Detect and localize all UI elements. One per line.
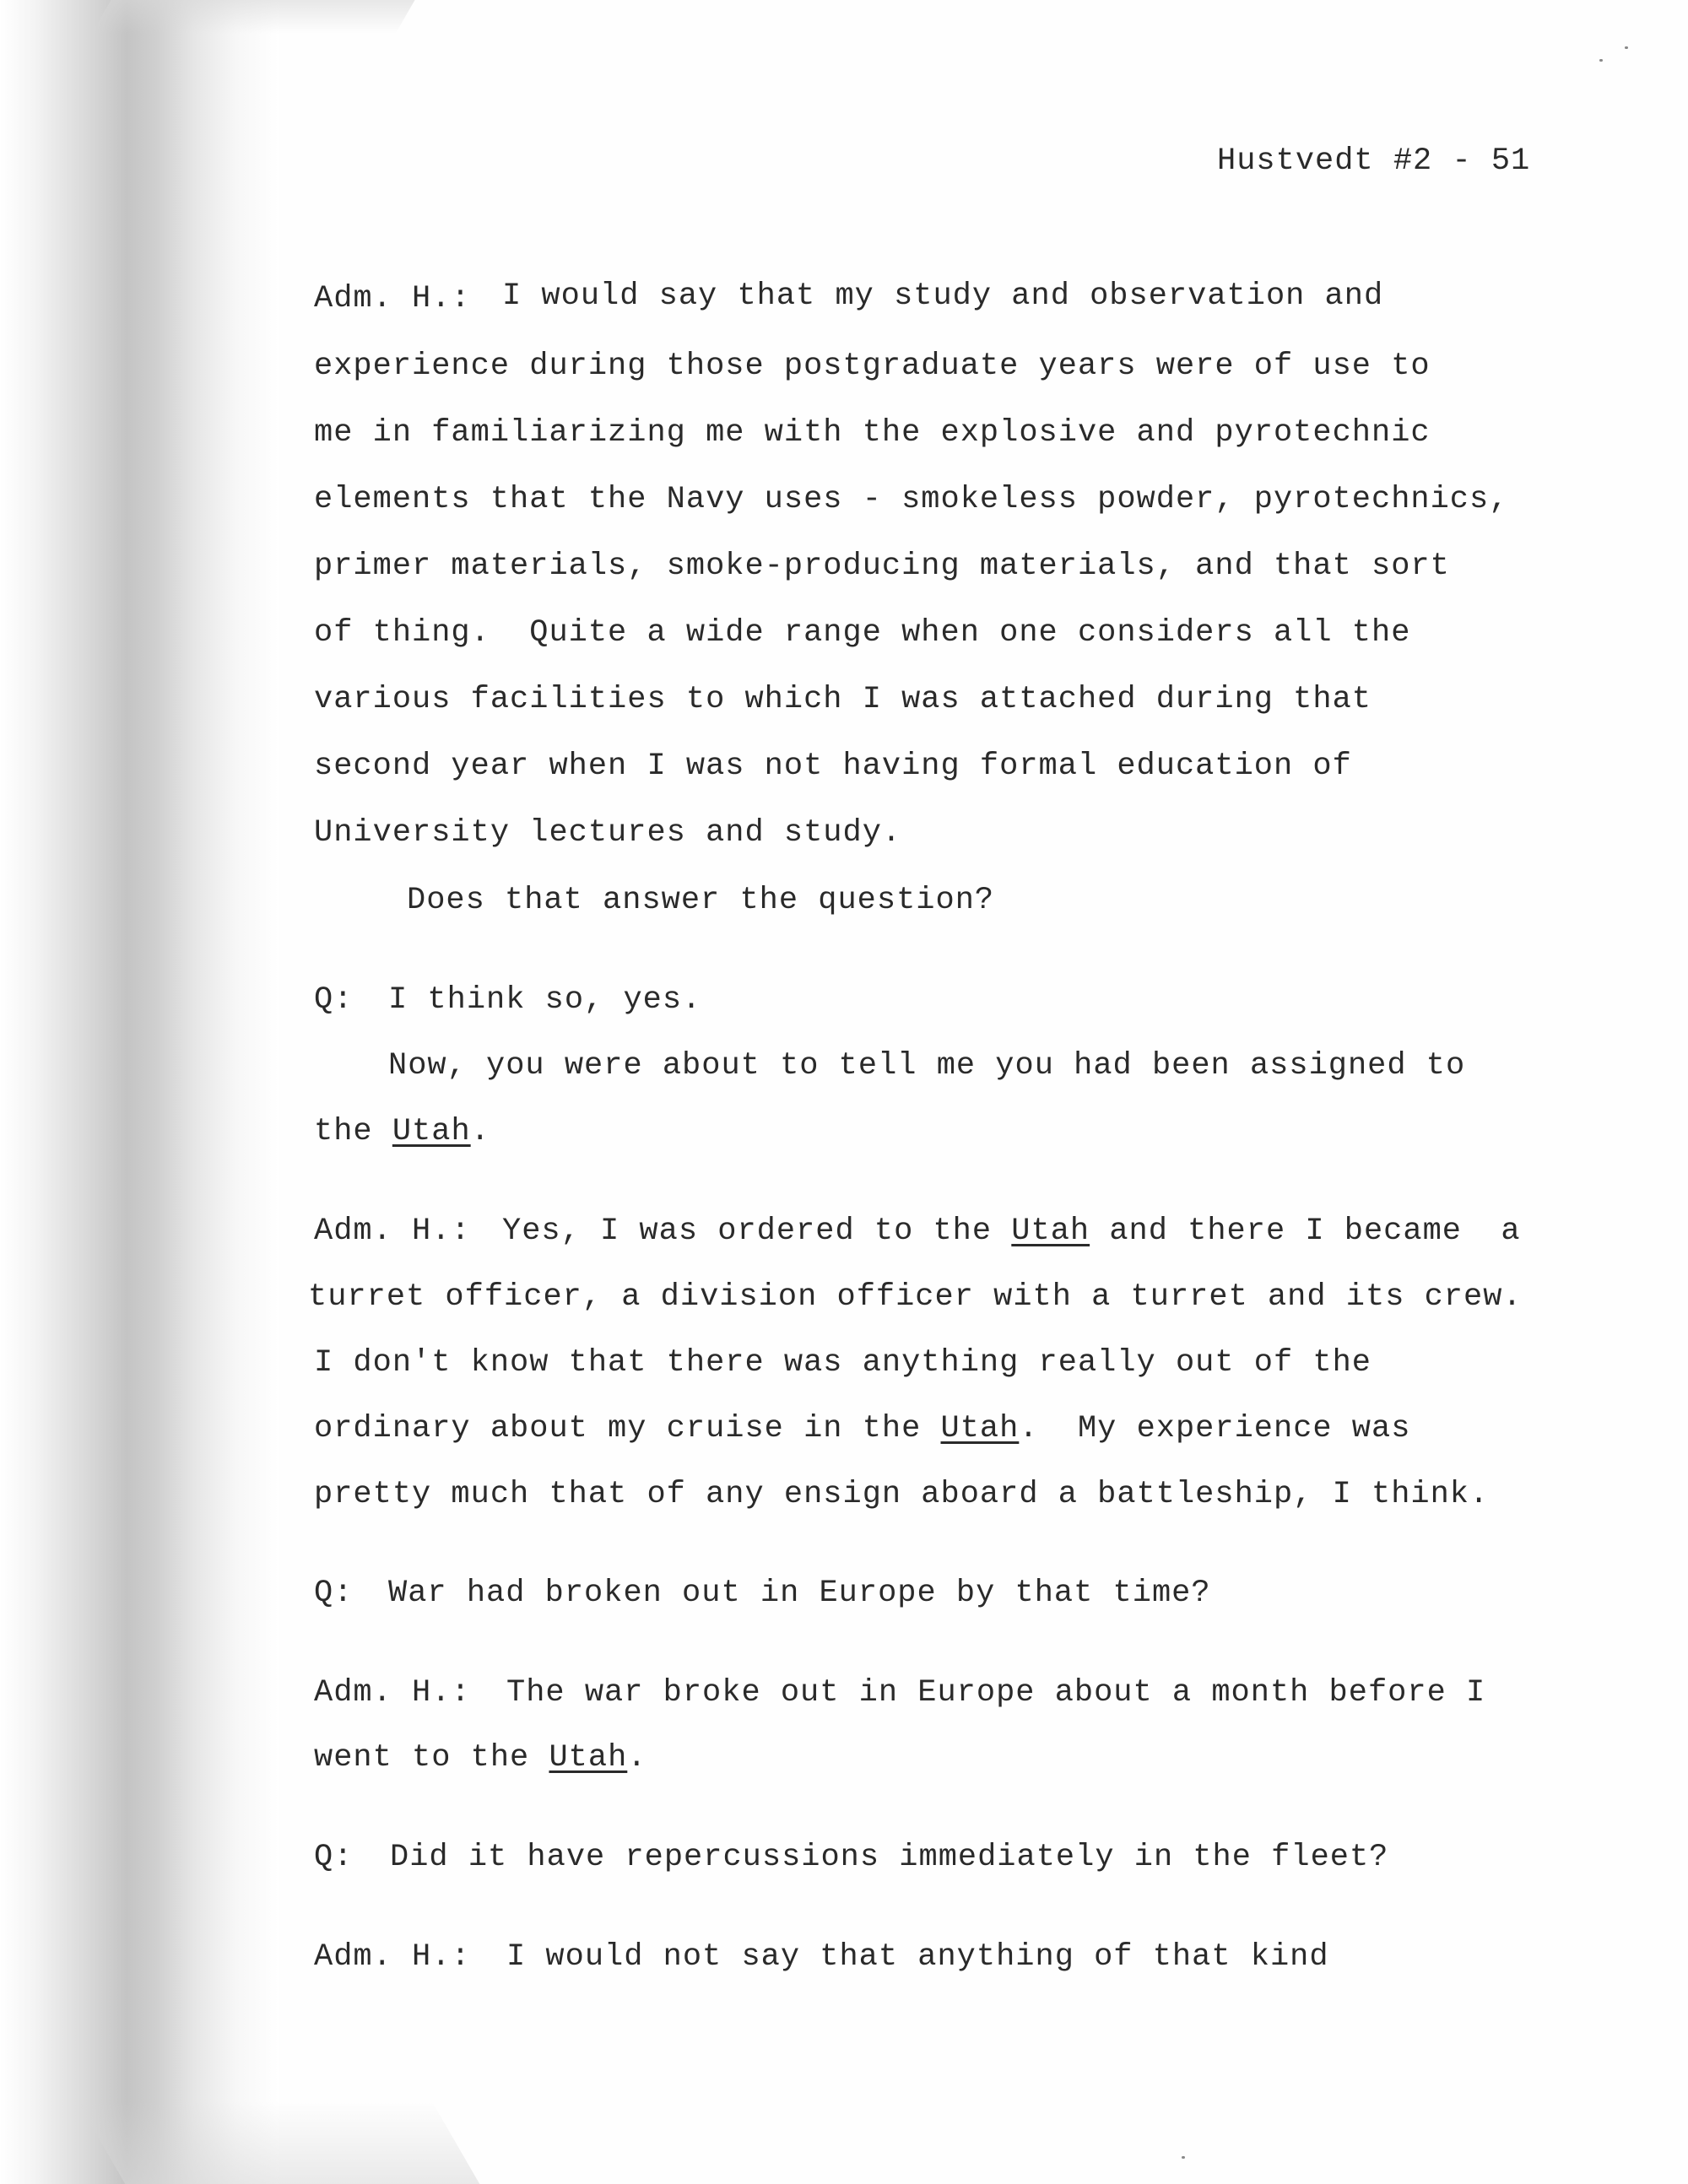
text-segment: Yes, I was ordered to the bbox=[502, 1214, 1012, 1249]
text-segment: . bbox=[470, 1114, 490, 1149]
transcript-line: turret officer, a division officer with a turret and its crew. bbox=[308, 1279, 1523, 1315]
text-segment: and there I became a bbox=[1090, 1214, 1521, 1249]
text-segment: . bbox=[627, 1740, 647, 1776]
transcript-line bbox=[314, 1740, 647, 1776]
transcript-line: pretty much that of any ensign aboard a battleship, I think. bbox=[314, 1477, 1490, 1512]
transcript-line: Now, you were about to tell me you had been assigned to bbox=[388, 1048, 1466, 1084]
binding-fold-bottom bbox=[78, 2101, 480, 2184]
transcript-line: experience during those postgraduate years were of use to bbox=[314, 349, 1431, 384]
speaker-label: Adm. H.: bbox=[314, 1214, 471, 1249]
speaker-label: Q: bbox=[314, 1576, 354, 1611]
transcript-line: primer materials, smoke-producing materials, and that sort bbox=[314, 549, 1450, 584]
speaker-label: Adm. H.: bbox=[314, 1675, 471, 1711]
speaker-label: Q: bbox=[314, 982, 354, 1018]
transcript-line bbox=[502, 1214, 1521, 1249]
scan-speck bbox=[1599, 59, 1603, 62]
text-segment: went to the bbox=[314, 1740, 549, 1776]
transcript-line: I think so, yes. bbox=[388, 982, 702, 1018]
speaker-label: Adm. H.: bbox=[314, 281, 471, 316]
speaker-label: Adm. H.: bbox=[314, 1939, 471, 1975]
transcript-line: I don't know that there was anything really out of the bbox=[314, 1345, 1372, 1381]
text-segment: ordinary about my cruise in the bbox=[314, 1411, 941, 1446]
ship-name: Utah bbox=[940, 1411, 1020, 1446]
binding-shadow bbox=[0, 0, 279, 2184]
transcript-line: Did it have repercussions immediately in the fleet? bbox=[390, 1840, 1389, 1875]
transcript-line bbox=[314, 1114, 490, 1149]
text-segment: the bbox=[314, 1114, 392, 1149]
transcript-line: various facilities to which I was attached during that bbox=[314, 682, 1372, 717]
transcript-line: The war broke out in Europe about a month before I bbox=[506, 1675, 1486, 1711]
transcript-line: elements that the Navy uses - smokeless powder, pyrotechnics, bbox=[314, 482, 1509, 517]
page-number-header: Hustvedt #2 - 51 bbox=[1217, 143, 1531, 179]
transcript-line: I would not say that anything of that kind bbox=[506, 1939, 1329, 1975]
transcript-line bbox=[314, 1411, 1410, 1446]
transcript-line: War had broken out in Europe by that time? bbox=[388, 1576, 1211, 1611]
text-segment: . My experience was bbox=[1019, 1411, 1411, 1446]
scan-speck bbox=[1625, 46, 1628, 49]
transcript-line: of thing. Quite a wide range when one considers all the bbox=[314, 615, 1411, 651]
ship-name: Utah bbox=[1011, 1214, 1090, 1249]
speaker-label: Q: bbox=[314, 1840, 354, 1875]
transcript-line: I would say that my study and observation and bbox=[502, 278, 1384, 314]
ship-name: Utah bbox=[392, 1114, 471, 1149]
scan-speck bbox=[1182, 2156, 1185, 2159]
transcript-line: second year when I was not having formal education of bbox=[314, 749, 1352, 784]
transcript-line: Does that answer the question? bbox=[407, 883, 995, 918]
transcript-line: University lectures and study. bbox=[314, 815, 902, 851]
transcript-line: me in familiarizing me with the explosive and pyrotechnic bbox=[314, 415, 1431, 451]
ship-name: Utah bbox=[549, 1740, 628, 1776]
binding-fold-top bbox=[91, 0, 414, 34]
